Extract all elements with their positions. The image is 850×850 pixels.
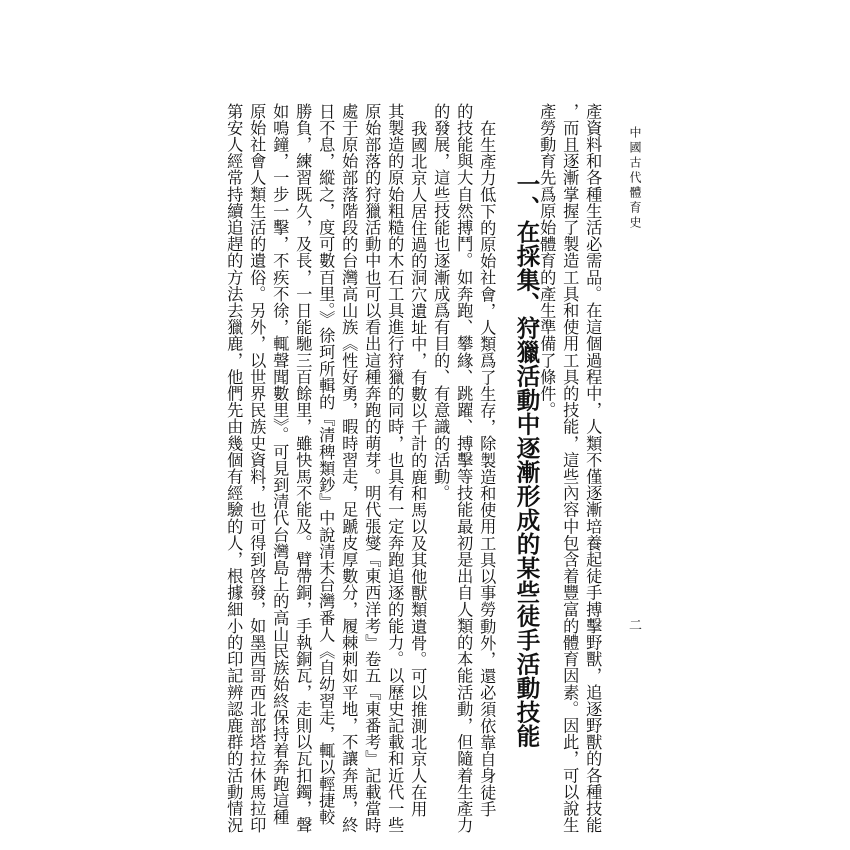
section-heading: 一、在採集、狩獵活動中逐漸形成的某些徒手活動技能 [512, 172, 541, 748]
text-line: 處于原始部落階段的台灣高山族《性好勇，暇時習走，足蹏皮厚數分，履棘刺如平地，不讓奔馬，終 [339, 103, 359, 834]
text-line: 我國北京人居住過的洞穴遺址中，有數以千計的鹿和馬以及其他獸類遺骨。可以推測北京人在用 [408, 120, 428, 818]
text-line: 勝負，練習既久，及長，一日能馳三百餘里，雖快馬不能及。臂帶銅，手執銅瓦，走則以瓦扣鐲，聲 [293, 103, 313, 834]
text-line: 在生產力低下的原始社會，人類爲了生存，除製造和使用工具以事勞動外，還必須依靠自身徒手 [477, 120, 497, 818]
text-line: 產勞動育先爲原始體育的產生準備了條件。 [537, 103, 557, 419]
text-line: 原始社會人類生活的遺俗。另外，以世界民族史資料，也可得到啓發，如墨西哥西北部塔拉休馬拉印 [247, 103, 267, 834]
text-line: 原始部落的狩獵活動中也可以看出這種奔跑的萌芽。明代張燮『東西洋考』卷五『東番考』記載當時 [362, 103, 382, 834]
text-line: 第安人經常持續追趕的方法去獵鹿，他們先由幾個有經驗的人，根據細小的印記辨認鹿群的活動情況 [224, 103, 244, 834]
page-number: 二 [626, 618, 641, 631]
text-line: 如鳴鐘，一步一擊，不疾不徐，輒聲聞數里》。可見到清代台灣島上的高山民族始終保持着奔跑這種 [270, 103, 290, 826]
text-line: 的發展，這些技能也逐漸成爲有目的、有意識的活動。 [431, 103, 451, 502]
text-line: ，而且逐漸掌握了製造工具和使用工具的技能，這些內容中包含着豐富的體育因素。因此，可以說生 [560, 103, 580, 834]
text-line: 其製造的原始粗糙的木石工具進行狩獵的同時，也具有一定奔跑追逐的能力。以歷史記載和近代一些 [385, 103, 405, 834]
text-line: 產資料和各種生活必需品。在這個過程中，人類不僅逐漸培養起徒手搏擊野獸，追逐野獸的各種技能 [583, 103, 603, 834]
running-title: 中國古代體育史 [628, 126, 642, 231]
text-line: 的技能與大自然搏鬥。如奔跑、攀緣、跳躍、搏擊等技能最初是出自人類的本能活動，但隨着生產力 [454, 103, 474, 834]
text-line: 日不息，縱之，度可數百里。》徐珂所輯的『清稗類鈔』中說清末台灣番人《自幼習走，輒以輕捷較 [316, 103, 336, 826]
